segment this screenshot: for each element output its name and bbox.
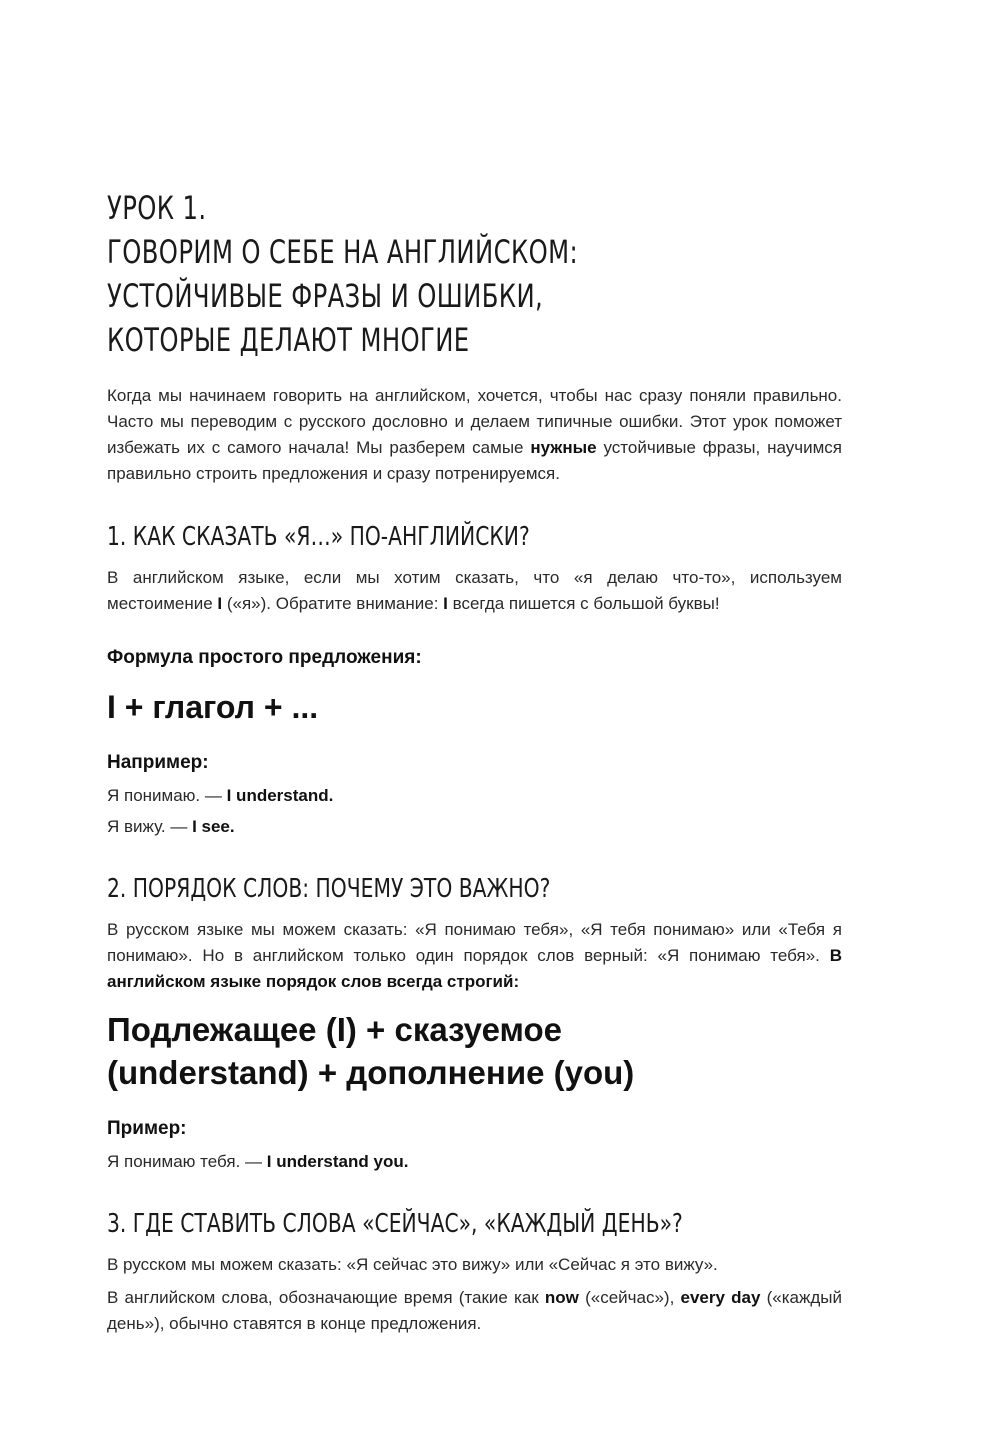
lesson-title-line: УРОК 1. xyxy=(107,189,207,227)
example-line: Я вижу. — I see. xyxy=(107,817,235,836)
word-order-formula-line: Подлежащее (I) + сказуемое xyxy=(107,1011,562,1048)
section3-heading: 3. ГДЕ СТАВИТЬ СЛОВА «СЕЙЧАС», «КАЖДЫЙ ДЕНЬ»? xyxy=(107,1209,683,1239)
section2-paragraph-block xyxy=(107,917,842,995)
section1-paragraph: В английском языке, если мы хотим сказать, что «я делаю что-то», используем местоимение I («я»). Обратите внимание: I всегда пишется с большой буквы! xyxy=(107,568,842,613)
intro-bold-word: нужные xyxy=(530,438,597,457)
example-line: Я понимаю тебя. — I understand you. xyxy=(107,1152,409,1171)
example-label: Например: xyxy=(107,752,209,773)
section2-heading: 2. ПОРЯДОК СЛОВ: ПОЧЕМУ ЭТО ВАЖНО? xyxy=(107,874,551,904)
section3-paragraph1-block xyxy=(107,1252,842,1278)
section1-paragraph-block xyxy=(107,565,842,617)
word-order-formula-line: (understand) + дополнение (you) xyxy=(107,1054,635,1091)
word-order-formula xyxy=(107,1008,634,1094)
section2-paragraph: В русском языке мы можем сказать: «Я понимаю тебя», «Я тебя понимаю» или «Тебя я понимаю». Но в английском только один порядок слов верный: «Я понимаю тебя». В английском языке порядок слов всегда строгий: xyxy=(107,920,842,991)
section3-paragraph: В русском мы можем сказать: «Я сейчас это вижу» или «Сейчас я это вижу». xyxy=(107,1255,718,1274)
section1-heading: 1. КАК СКАЗАТЬ «Я…» ПО-АНГЛИЙСКИ? xyxy=(107,522,530,552)
lesson-title-line: ГОВОРИМ О СЕБЕ НА АНГЛИЙСКОМ: xyxy=(107,233,579,271)
intro-block xyxy=(107,383,842,487)
simple-sentence-formula: I + глагол + ... xyxy=(107,689,319,725)
section3-paragraph2-block xyxy=(107,1285,842,1337)
formula-label: Формула простого предложения: xyxy=(107,647,422,668)
lesson-title xyxy=(107,186,859,362)
intro-paragraph: Когда мы начинаем говорить на английском, хочется, чтобы нас сразу поняли правильно. Часто мы переводим с русского дословно и делаем типичные ошибки. Этот урок поможет избежать их с самого начала! Мы разберем самые нужные устойчивые фразы, научимся правильно строить предложения и сразу потренируемся. xyxy=(107,386,842,483)
lesson-title-line: КОТОРЫЕ ДЕЛАЮТ МНОГИЕ xyxy=(107,321,470,359)
section3-paragraph: В английском слова, обозначающие время (такие как now («сейчас»), every day («каждый день»), обычно ставятся в конце предложения. xyxy=(107,1288,842,1333)
lesson-title-line: УСТОЙЧИВЫЕ ФРАЗЫ И ОШИБКИ, xyxy=(107,277,544,315)
example-label: Пример: xyxy=(107,1118,187,1139)
example-line: Я понимаю. — I understand. xyxy=(107,786,334,805)
